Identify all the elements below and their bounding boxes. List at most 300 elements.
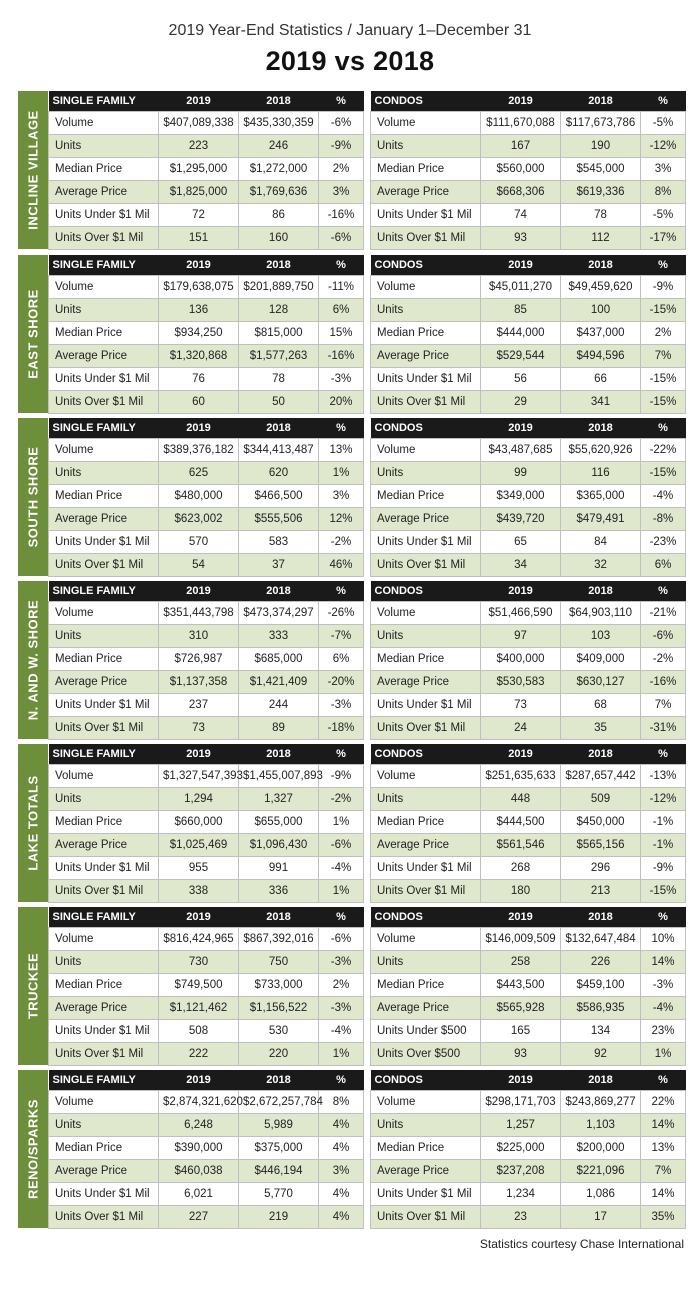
table-cell: $545,000 bbox=[561, 157, 641, 180]
table-cell: $450,000 bbox=[561, 810, 641, 833]
table-cell: -1% bbox=[641, 833, 686, 856]
table-cell: Median Price bbox=[49, 973, 159, 996]
table-cell: 296 bbox=[561, 856, 641, 879]
table-cell: $45,011,270 bbox=[481, 275, 561, 298]
table-row bbox=[371, 1182, 686, 1205]
table-row bbox=[49, 996, 364, 1019]
table-cell: Units Under $1 Mil bbox=[371, 1182, 481, 1205]
column-header: SINGLE FAMILY bbox=[49, 418, 159, 438]
table-cell: 7% bbox=[641, 693, 686, 716]
table-cell: Volume bbox=[49, 275, 159, 298]
table-header-row bbox=[371, 255, 686, 275]
table-cell: 78 bbox=[561, 203, 641, 226]
table-cell: 136 bbox=[159, 298, 239, 321]
table-cell: -6% bbox=[641, 624, 686, 647]
table-cell: $2,672,257,784 bbox=[239, 1090, 319, 1113]
single-family-table bbox=[48, 1070, 364, 1229]
table-cell: $480,000 bbox=[159, 484, 239, 507]
table-cell: Average Price bbox=[49, 1159, 159, 1182]
table-cell: $444,500 bbox=[481, 810, 561, 833]
table-header-row bbox=[49, 255, 364, 275]
table-cell: -3% bbox=[641, 973, 686, 996]
table-header-row bbox=[371, 744, 686, 764]
table-cell: $437,000 bbox=[561, 321, 641, 344]
table-cell: 1,086 bbox=[561, 1182, 641, 1205]
table-cell: 160 bbox=[239, 226, 319, 249]
table-cell: $934,250 bbox=[159, 321, 239, 344]
table-cell: Units Under $500 bbox=[371, 1019, 481, 1042]
table-cell: Median Price bbox=[49, 647, 159, 670]
column-header: % bbox=[641, 255, 686, 275]
table-cell: Average Price bbox=[371, 507, 481, 530]
table-row bbox=[49, 180, 364, 203]
table-cell: 448 bbox=[481, 787, 561, 810]
table-row bbox=[49, 647, 364, 670]
table-row bbox=[371, 601, 686, 624]
table-cell: 112 bbox=[561, 226, 641, 249]
table-cell: -31% bbox=[641, 716, 686, 739]
region-label: LAKE TOTALS bbox=[25, 775, 41, 871]
column-header: 2019 bbox=[159, 1070, 239, 1090]
column-header: SINGLE FAMILY bbox=[49, 1070, 159, 1090]
table-cell: 66 bbox=[561, 367, 641, 390]
table-cell: -18% bbox=[319, 716, 364, 739]
table-cell: $1,137,358 bbox=[159, 670, 239, 693]
table-cell: Median Price bbox=[371, 647, 481, 670]
table-header-row bbox=[371, 91, 686, 111]
table-cell: 65 bbox=[481, 530, 561, 553]
region-label: TRUCKEE bbox=[25, 952, 41, 1020]
single-family-table bbox=[48, 581, 364, 740]
table-row bbox=[49, 461, 364, 484]
table-row bbox=[49, 1042, 364, 1065]
table-cell: 72 bbox=[159, 203, 239, 226]
table-cell: 6% bbox=[319, 647, 364, 670]
table-cell: Units Over $1 Mil bbox=[371, 390, 481, 413]
single-family-table bbox=[48, 418, 364, 577]
table-row bbox=[371, 157, 686, 180]
table-row bbox=[371, 226, 686, 249]
table-cell: 620 bbox=[239, 461, 319, 484]
table-row bbox=[49, 203, 364, 226]
table-cell: -6% bbox=[319, 833, 364, 856]
table-cell: 3% bbox=[641, 157, 686, 180]
table-cell: 258 bbox=[481, 950, 561, 973]
table-cell: Units Over $1 Mil bbox=[49, 879, 159, 902]
region-label: SOUTH SHORE bbox=[25, 446, 41, 548]
table-cell: Units bbox=[49, 298, 159, 321]
table-cell: 35 bbox=[561, 716, 641, 739]
table-cell: Units Under $1 Mil bbox=[49, 1019, 159, 1042]
table-cell: 2% bbox=[641, 321, 686, 344]
table-cell: $409,000 bbox=[561, 647, 641, 670]
table-cell: $400,000 bbox=[481, 647, 561, 670]
table-cell: 508 bbox=[159, 1019, 239, 1042]
table-row bbox=[371, 1136, 686, 1159]
table-cell: Average Price bbox=[49, 670, 159, 693]
table-cell: Median Price bbox=[49, 810, 159, 833]
table-cell: 97 bbox=[481, 624, 561, 647]
table-cell: 73 bbox=[481, 693, 561, 716]
table-cell: $201,889,750 bbox=[239, 275, 319, 298]
table-cell: Average Price bbox=[371, 180, 481, 203]
table-cell: 7% bbox=[641, 1159, 686, 1182]
table-cell: $1,295,000 bbox=[159, 157, 239, 180]
table-row bbox=[49, 321, 364, 344]
table-cell: Units Over $1 Mil bbox=[49, 1205, 159, 1228]
table-cell: Volume bbox=[371, 927, 481, 950]
table-cell: $446,194 bbox=[239, 1159, 319, 1182]
table-row bbox=[371, 367, 686, 390]
table-cell: $726,987 bbox=[159, 647, 239, 670]
table-cell: 93 bbox=[481, 1042, 561, 1065]
column-header: 2019 bbox=[159, 581, 239, 601]
table-row bbox=[371, 1042, 686, 1065]
table-cell: $460,038 bbox=[159, 1159, 239, 1182]
table-cell: 509 bbox=[561, 787, 641, 810]
table-cell: Units Under $1 Mil bbox=[49, 693, 159, 716]
table-row bbox=[371, 647, 686, 670]
table-cell: $1,121,462 bbox=[159, 996, 239, 1019]
table-cell: $287,657,442 bbox=[561, 764, 641, 787]
table-cell: $815,000 bbox=[239, 321, 319, 344]
table-cell: -26% bbox=[319, 601, 364, 624]
table-cell: Units Over $1 Mil bbox=[49, 390, 159, 413]
column-header: % bbox=[319, 255, 364, 275]
single-family-table bbox=[48, 907, 364, 1066]
table-cell: Volume bbox=[49, 927, 159, 950]
table-cell: -15% bbox=[641, 367, 686, 390]
table-cell: Units Under $1 Mil bbox=[371, 203, 481, 226]
table-cell: Units Over $1 Mil bbox=[371, 879, 481, 902]
column-header: 2018 bbox=[561, 581, 641, 601]
table-cell: $407,089,338 bbox=[159, 111, 239, 134]
table-row bbox=[49, 226, 364, 249]
table-cell: -9% bbox=[319, 134, 364, 157]
table-cell: $1,577,263 bbox=[239, 344, 319, 367]
table-cell: $816,424,965 bbox=[159, 927, 239, 950]
table-cell: Units bbox=[49, 624, 159, 647]
column-header: 2019 bbox=[481, 418, 561, 438]
table-cell: 14% bbox=[641, 950, 686, 973]
table-row bbox=[371, 298, 686, 321]
table-header-row bbox=[49, 418, 364, 438]
table-cell: 22% bbox=[641, 1090, 686, 1113]
table-cell: 103 bbox=[561, 624, 641, 647]
column-header: 2018 bbox=[239, 907, 319, 927]
table-cell: $586,935 bbox=[561, 996, 641, 1019]
table-row bbox=[49, 1090, 364, 1113]
table-row bbox=[49, 134, 364, 157]
table-row bbox=[371, 134, 686, 157]
table-cell: Units Over $1 Mil bbox=[49, 716, 159, 739]
table-cell: -13% bbox=[641, 764, 686, 787]
region-side-bar bbox=[18, 418, 48, 576]
table-cell: Units Under $1 Mil bbox=[49, 367, 159, 390]
table-header-row bbox=[371, 1070, 686, 1090]
region-side-bar bbox=[18, 255, 48, 413]
condos-table bbox=[370, 418, 686, 577]
table-cell: Units bbox=[371, 950, 481, 973]
table-cell: $749,500 bbox=[159, 973, 239, 996]
column-header: 2019 bbox=[159, 418, 239, 438]
table-cell: 583 bbox=[239, 530, 319, 553]
table-cell: -4% bbox=[319, 1019, 364, 1042]
table-cell: Median Price bbox=[371, 973, 481, 996]
table-cell: 1,234 bbox=[481, 1182, 561, 1205]
table-cell: $444,000 bbox=[481, 321, 561, 344]
table-row bbox=[49, 390, 364, 413]
table-row bbox=[371, 856, 686, 879]
table-row bbox=[371, 624, 686, 647]
table-cell: 219 bbox=[239, 1205, 319, 1228]
table-row bbox=[49, 298, 364, 321]
table-cell: 5,989 bbox=[239, 1113, 319, 1136]
table-cell: -4% bbox=[319, 856, 364, 879]
table-row bbox=[371, 507, 686, 530]
table-cell: Units Under $1 Mil bbox=[371, 693, 481, 716]
table-cell: 6% bbox=[319, 298, 364, 321]
table-cell: $655,000 bbox=[239, 810, 319, 833]
table-cell: -3% bbox=[319, 996, 364, 1019]
table-cell: $443,500 bbox=[481, 973, 561, 996]
table-cell: $225,000 bbox=[481, 1136, 561, 1159]
table-cell: $685,000 bbox=[239, 647, 319, 670]
table-cell: $619,336 bbox=[561, 180, 641, 203]
table-row bbox=[371, 716, 686, 739]
table-row bbox=[49, 879, 364, 902]
table-row bbox=[371, 180, 686, 203]
table-cell: 35% bbox=[641, 1205, 686, 1228]
column-header: 2019 bbox=[159, 907, 239, 927]
table-cell: 1,103 bbox=[561, 1113, 641, 1136]
table-cell: $555,506 bbox=[239, 507, 319, 530]
table-cell: Volume bbox=[49, 111, 159, 134]
table-row bbox=[371, 438, 686, 461]
column-header: 2018 bbox=[239, 744, 319, 764]
table-header-row bbox=[49, 907, 364, 927]
table-cell: $1,769,636 bbox=[239, 180, 319, 203]
condos-table bbox=[370, 255, 686, 414]
table-row bbox=[49, 624, 364, 647]
table-cell: -3% bbox=[319, 693, 364, 716]
table-cell: Median Price bbox=[371, 484, 481, 507]
table-cell: $479,491 bbox=[561, 507, 641, 530]
table-row bbox=[371, 461, 686, 484]
table-cell: -23% bbox=[641, 530, 686, 553]
table-cell: $1,025,469 bbox=[159, 833, 239, 856]
table-cell: $530,583 bbox=[481, 670, 561, 693]
column-header: 2019 bbox=[481, 255, 561, 275]
table-cell: 991 bbox=[239, 856, 319, 879]
table-row bbox=[371, 1019, 686, 1042]
table-cell: 116 bbox=[561, 461, 641, 484]
table-cell: Median Price bbox=[49, 157, 159, 180]
credit-text: Statistics courtesy Chase International bbox=[479, 1237, 684, 1251]
column-header: 2018 bbox=[561, 744, 641, 764]
table-cell: Average Price bbox=[371, 1159, 481, 1182]
table-cell: -15% bbox=[641, 461, 686, 484]
table-header-row bbox=[49, 581, 364, 601]
table-cell: 56 bbox=[481, 367, 561, 390]
table-row bbox=[371, 1159, 686, 1182]
table-cell: Volume bbox=[371, 1090, 481, 1113]
table-cell: 37 bbox=[239, 553, 319, 576]
table-cell: -4% bbox=[641, 996, 686, 1019]
table-cell: $179,638,075 bbox=[159, 275, 239, 298]
table-cell: 338 bbox=[159, 879, 239, 902]
table-cell: Units bbox=[49, 950, 159, 973]
table-cell: 223 bbox=[159, 134, 239, 157]
table-cell: $55,620,926 bbox=[561, 438, 641, 461]
table-cell: -15% bbox=[641, 390, 686, 413]
table-cell: 99 bbox=[481, 461, 561, 484]
table-cell: Units Under $1 Mil bbox=[49, 856, 159, 879]
column-header: % bbox=[641, 91, 686, 111]
table-cell: 23 bbox=[481, 1205, 561, 1228]
column-header: 2018 bbox=[561, 91, 641, 111]
table-cell: -16% bbox=[319, 344, 364, 367]
table-cell: $494,596 bbox=[561, 344, 641, 367]
table-cell: 730 bbox=[159, 950, 239, 973]
table-cell: 10% bbox=[641, 927, 686, 950]
table-cell: Average Price bbox=[371, 996, 481, 1019]
table-cell: 46% bbox=[319, 553, 364, 576]
table-row bbox=[49, 670, 364, 693]
table-cell: $2,874,321,620 bbox=[159, 1090, 239, 1113]
table-cell: -9% bbox=[641, 275, 686, 298]
table-cell: $459,100 bbox=[561, 973, 641, 996]
table-row bbox=[371, 484, 686, 507]
table-cell: 4% bbox=[319, 1205, 364, 1228]
table-cell: 4% bbox=[319, 1182, 364, 1205]
table-cell: $435,330,359 bbox=[239, 111, 319, 134]
table-cell: 336 bbox=[239, 879, 319, 902]
region-n-and-w-shore bbox=[18, 581, 685, 739]
table-cell: $349,000 bbox=[481, 484, 561, 507]
column-header: % bbox=[319, 1070, 364, 1090]
column-header: % bbox=[319, 418, 364, 438]
table-row bbox=[49, 438, 364, 461]
table-cell: -22% bbox=[641, 438, 686, 461]
table-row bbox=[49, 856, 364, 879]
column-header: SINGLE FAMILY bbox=[49, 907, 159, 927]
table-cell: Average Price bbox=[49, 996, 159, 1019]
table-header-row bbox=[371, 418, 686, 438]
table-cell: 100 bbox=[561, 298, 641, 321]
table-cell: Units bbox=[49, 134, 159, 157]
table-row bbox=[371, 787, 686, 810]
table-cell: -16% bbox=[641, 670, 686, 693]
column-header: SINGLE FAMILY bbox=[49, 91, 159, 111]
table-cell: 955 bbox=[159, 856, 239, 879]
table-cell: -15% bbox=[641, 879, 686, 902]
table-cell: $529,544 bbox=[481, 344, 561, 367]
column-header: CONDOS bbox=[371, 907, 481, 927]
table-cell: 151 bbox=[159, 226, 239, 249]
table-cell: 8% bbox=[319, 1090, 364, 1113]
table-header-row bbox=[49, 91, 364, 111]
table-cell: 310 bbox=[159, 624, 239, 647]
table-cell: Units bbox=[49, 1113, 159, 1136]
table-row bbox=[49, 787, 364, 810]
table-row bbox=[371, 111, 686, 134]
table-row bbox=[371, 973, 686, 996]
table-cell: 15% bbox=[319, 321, 364, 344]
table-cell: Units Under $1 Mil bbox=[49, 530, 159, 553]
column-header: % bbox=[319, 744, 364, 764]
table-cell: $561,546 bbox=[481, 833, 561, 856]
table-cell: 50 bbox=[239, 390, 319, 413]
table-cell: 570 bbox=[159, 530, 239, 553]
table-cell: 1,294 bbox=[159, 787, 239, 810]
table-row bbox=[49, 1113, 364, 1136]
table-cell: 24 bbox=[481, 716, 561, 739]
table-cell: -6% bbox=[319, 226, 364, 249]
region-label: EAST SHORE bbox=[25, 289, 41, 379]
table-cell: Units bbox=[371, 787, 481, 810]
column-header: CONDOS bbox=[371, 255, 481, 275]
table-cell: $111,670,088 bbox=[481, 111, 561, 134]
column-header: SINGLE FAMILY bbox=[49, 581, 159, 601]
table-cell: 180 bbox=[481, 879, 561, 902]
table-cell: -15% bbox=[641, 298, 686, 321]
page-title: 2019 vs 2018 bbox=[265, 46, 435, 76]
region-label: INCLINE VILLAGE bbox=[25, 110, 41, 230]
table-cell: 7% bbox=[641, 344, 686, 367]
region-incline-village bbox=[18, 91, 685, 249]
table-cell: Volume bbox=[371, 601, 481, 624]
column-header: % bbox=[641, 907, 686, 927]
table-cell: -1% bbox=[641, 810, 686, 833]
table-cell: $200,000 bbox=[561, 1136, 641, 1159]
table-row bbox=[49, 553, 364, 576]
column-header: % bbox=[641, 744, 686, 764]
table-row bbox=[49, 764, 364, 787]
table-header-row bbox=[49, 744, 364, 764]
table-cell: 78 bbox=[239, 367, 319, 390]
table-cell: Units Under $1 Mil bbox=[371, 530, 481, 553]
table-cell: $565,928 bbox=[481, 996, 561, 1019]
region-reno-sparks bbox=[18, 1070, 685, 1228]
table-cell: 6% bbox=[641, 553, 686, 576]
table-cell: 222 bbox=[159, 1042, 239, 1065]
column-header: 2018 bbox=[239, 91, 319, 111]
table-cell: $1,096,430 bbox=[239, 833, 319, 856]
table-cell: -20% bbox=[319, 670, 364, 693]
table-cell: -6% bbox=[319, 927, 364, 950]
table-cell: 341 bbox=[561, 390, 641, 413]
table-cell: -21% bbox=[641, 601, 686, 624]
table-cell: 4% bbox=[319, 1113, 364, 1136]
table-row bbox=[49, 275, 364, 298]
table-row bbox=[49, 973, 364, 996]
table-cell: -6% bbox=[319, 111, 364, 134]
column-header: 2018 bbox=[561, 255, 641, 275]
table-row bbox=[49, 344, 364, 367]
table-cell: 23% bbox=[641, 1019, 686, 1042]
region-side-bar bbox=[18, 907, 48, 1065]
table-cell: Units bbox=[371, 298, 481, 321]
table-cell: 625 bbox=[159, 461, 239, 484]
column-header: 2019 bbox=[159, 91, 239, 111]
table-cell: 17 bbox=[561, 1205, 641, 1228]
column-header: SINGLE FAMILY bbox=[49, 744, 159, 764]
table-cell: $64,903,110 bbox=[561, 601, 641, 624]
table-row bbox=[371, 203, 686, 226]
table-row bbox=[49, 1159, 364, 1182]
table-cell: 4% bbox=[319, 1136, 364, 1159]
